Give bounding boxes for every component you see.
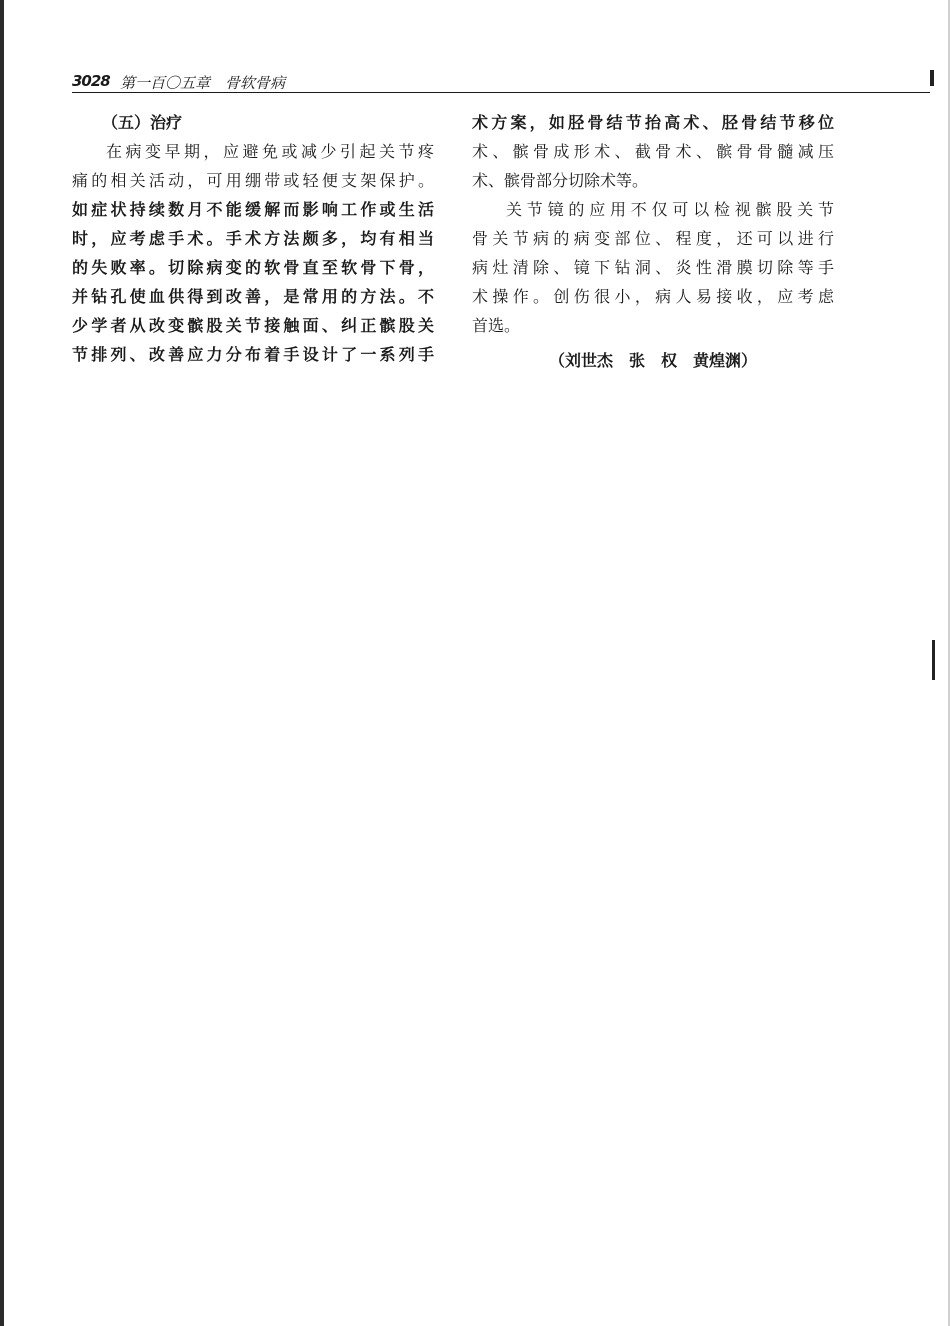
header-rule	[72, 92, 930, 93]
body-line: 术、髌骨部分切除术等。	[472, 171, 649, 190]
scan-mark-middle	[932, 640, 935, 680]
body-line: 在病变早期，应避免或减少引起关节疼	[106, 142, 434, 161]
body-line: 术操作。创伤很小，病人易接收，应考虑	[472, 287, 834, 306]
author-credit: （刘世杰 张 权 黄煌渊）	[548, 351, 757, 370]
body-line: 关节镜的应用不仅可以检视髌股关节	[506, 200, 834, 219]
body-line: 节排列、改善应力分布着手设计了一系列手	[72, 345, 434, 364]
scan-mark-top	[930, 70, 934, 86]
body-line: 术、髌骨成形术、截骨术、髌骨骨髓减压	[472, 142, 834, 161]
right-column	[472, 108, 834, 375]
section-heading: （五）治疗	[102, 113, 183, 132]
body-line: 骨关节病的病变部位、程度，还可以进行	[472, 229, 834, 248]
body-line: 少学者从改变髌股关节接触面、纠正髌股关	[72, 316, 434, 335]
running-head	[72, 72, 930, 94]
body-line: 痛的相关活动，可用绷带或轻便支架保护。	[72, 171, 434, 190]
left-column	[72, 108, 434, 369]
body-line: 并钻孔使血供得到改善，是常用的方法。不	[72, 287, 434, 306]
body-line: 的失败率。切除病变的软骨直至软骨下骨，	[72, 258, 434, 277]
page-left-edge	[0, 0, 4, 1326]
body-line: 时，应考虑手术。手术方法颇多，均有相当	[72, 229, 434, 248]
body-line: 如症状持续数月不能缓解而影响工作或生活	[72, 200, 434, 219]
body-line: 首选。	[472, 316, 521, 335]
body-line: 术方案，如胫骨结节抬高术、胫骨结节移位	[472, 113, 834, 132]
chapter-title: 第一百〇五章 骨软骨病	[120, 74, 286, 92]
body-line: 病灶清除、镜下钻洞、炎性滑膜切除等手	[472, 258, 834, 277]
page-number: 3028	[72, 72, 110, 90]
